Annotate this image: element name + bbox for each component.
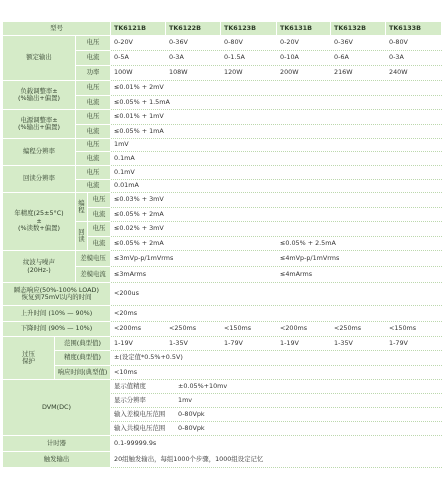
ovp-range-cell: 1-79V [386, 337, 441, 350]
rated-power-cell: 120W [221, 66, 276, 80]
voltage-label: 电压 [88, 193, 110, 207]
rated-power-cell: 240W [386, 66, 441, 80]
row-divider [111, 192, 442, 193]
accuracy-program-current-value: ≤0.05% + 2mA [111, 208, 441, 221]
diff-voltage-label: 差模电压 [76, 251, 110, 266]
readback-resolution-current-value: 0.01mA [111, 180, 441, 192]
rise-time-value: <20ms [111, 306, 441, 321]
row-divider [111, 207, 442, 208]
ripple-current-value: ≤4mArms [277, 267, 441, 282]
ripple-noise-label: 纹波与噪声 (20Hz-) [3, 251, 75, 282]
accuracy-readback-voltage-value: ≤0.02% + 3mV [111, 222, 441, 236]
readback-resolution-label: 回读分辨率 [3, 166, 75, 192]
ovp-response-value: <10ms [111, 366, 441, 379]
row-divider [111, 236, 442, 237]
timer-value: 0.1-99999.9s [111, 436, 441, 451]
rise-time-label: 上升时间 (10% — 90%) [3, 306, 110, 321]
fall-time-cell: <200ms [111, 322, 165, 336]
load-regulation-current-value: ≤0.05% + 1.5mA [111, 96, 441, 109]
row-divider [111, 80, 442, 81]
voltage-label: 电压 [76, 166, 110, 179]
row-divider [111, 350, 442, 351]
readback-resolution-voltage-value: 0.1mV [111, 166, 441, 179]
rated-power-cell: 216W [331, 66, 385, 80]
row-divider [111, 467, 442, 468]
current-label: 电流 [76, 125, 110, 138]
rated-voltage-cell: 0-20V [277, 36, 330, 50]
row-divider [111, 250, 442, 251]
row-divider [111, 321, 442, 322]
voltage-label: 电压 [88, 222, 110, 236]
rated-current-cell: 0-3A [386, 51, 441, 65]
ovp-range-cell: 1-35V [331, 337, 385, 350]
program-resolution-label: 编程分辨率 [3, 139, 75, 165]
current-label: 电流 [88, 208, 110, 221]
accuracy-readback-current-value: ≤0.05% + 2mA [111, 237, 276, 250]
rated-current-cell: 0-3A [166, 51, 220, 65]
ovp-range-label: 范围(典型值) [55, 337, 110, 350]
trigger-output-label: 触发输出 [3, 452, 110, 467]
row-divider [111, 109, 442, 110]
voltage-label: 电压 [76, 81, 110, 95]
rated-power-cell: 100W [111, 66, 165, 80]
transient-response-label: 瞬态响应(50%-100% LOAD) 恢复到75mV以内的时间 [3, 283, 110, 305]
voltage-label: 电压 [76, 139, 110, 151]
rated-voltage-cell: 0-36V [166, 36, 220, 50]
fall-time-cell: <150ms [386, 322, 441, 336]
model-header-cell: TK6132B [331, 22, 385, 35]
row-divider [111, 138, 442, 139]
row-divider [111, 365, 442, 366]
fall-time-cell: <250ms [331, 322, 385, 336]
ripple-voltage-value: ≤3mVp-p/1mVrms [111, 251, 276, 266]
ovp-label: 过压 保护 [3, 337, 54, 379]
row-divider [111, 65, 442, 66]
row-divider [111, 379, 442, 380]
accuracy-program-voltage-value: ≤0.03% + 3mV [111, 193, 441, 207]
diff-current-label: 差模电流 [76, 267, 110, 282]
rated-current-cell: 0-10A [277, 51, 330, 65]
line-regulation-label: 电源调整率± (%输出+偏置) [3, 110, 75, 138]
fall-time-cell: <250ms [166, 322, 220, 336]
row-divider [111, 50, 442, 51]
row-divider [111, 305, 442, 306]
rated-current-cell: 0-1.5A [221, 51, 276, 65]
dvm-row-label: 显示值精度 [111, 380, 174, 393]
rated-current-cell: 0-6A [331, 51, 385, 65]
dvm-row-label: 输入差模电压范围 [111, 408, 174, 421]
row-divider [111, 266, 442, 267]
load-regulation-label: 负载调整率± (%输出+偏置) [3, 81, 75, 109]
row-divider [111, 336, 442, 337]
readback-group-label: 回 读 [76, 222, 87, 250]
dvm-row-label: 显示分辨率 [111, 394, 174, 407]
program-group-label: 编 程 [76, 193, 87, 221]
rated-voltage-cell: 0-36V [331, 36, 385, 50]
power-label: 功率 [76, 66, 110, 80]
timer-label: 计时器 [3, 436, 110, 451]
dvm-row-value: 0-80Vpk [175, 408, 441, 421]
rated-voltage-cell: 0-20V [111, 36, 165, 50]
row-divider [111, 124, 442, 125]
row-divider [111, 221, 442, 222]
row-divider [111, 151, 442, 152]
current-label: 电流 [76, 96, 110, 109]
line-regulation-current-value: ≤0.05% + 1mA [111, 125, 441, 138]
ovp-range-cell: 1-35V [166, 337, 220, 350]
rated-voltage-cell: 0-80V [221, 36, 276, 50]
row-divider [111, 179, 442, 180]
ovp-range-cell: 1-79V [221, 337, 276, 350]
ovp-accuracy-label: 精度(典型值) [55, 351, 110, 365]
line-regulation-voltage-value: ≤0.01% + 1mV [111, 110, 441, 124]
row-divider [111, 95, 442, 96]
ripple-voltage-value: ≤4mVp-p/1mVrms [277, 251, 441, 266]
program-resolution-current-value: 0.1mA [111, 152, 441, 165]
ovp-range-cell: 1-19V [111, 337, 165, 350]
dvm-row-value: 0-80Vpk [175, 422, 441, 435]
fall-time-cell: <150ms [221, 322, 276, 336]
current-label: 电流 [76, 180, 110, 192]
transient-response-value: <200us [111, 283, 441, 305]
rated-output-label: 额定输出 [3, 36, 75, 80]
program-resolution-voltage-value: 1mV [111, 139, 441, 151]
voltage-label: 电压 [76, 36, 110, 50]
ovp-range-cell: 1-19V [277, 337, 330, 350]
voltage-label: 电压 [76, 110, 110, 124]
ripple-current-value: ≤3mArms [111, 267, 276, 282]
ovp-accuracy-value: ±(设定值*0.5%+0.5V) [111, 351, 441, 365]
row-divider [111, 165, 442, 166]
model-header-label: 型号 [3, 22, 110, 35]
rated-power-cell: 108W [166, 66, 220, 80]
rated-voltage-cell: 0-80V [386, 36, 441, 50]
row-divider [111, 282, 442, 283]
dvm-row-label: 输入共模电压范围 [111, 422, 174, 435]
model-header-cell: TK6133B [386, 22, 441, 35]
fall-time-cell: <200ms [277, 322, 330, 336]
current-label: 电流 [88, 237, 110, 250]
model-header-cell: TK6121B [111, 22, 165, 35]
current-label: 电流 [76, 51, 110, 65]
accuracy-readback-current-value: ≤0.05% + 2.5mA [277, 237, 441, 250]
rated-current-cell: 0-5A [111, 51, 165, 65]
dvm-row-value: ±0.05%+10mv [175, 380, 441, 393]
fall-time-label: 下降时间 (90% — 10%) [3, 322, 110, 336]
dvm-row-value: 1mv [175, 394, 441, 407]
current-label: 电流 [76, 152, 110, 165]
model-header-cell: TK6131B [277, 22, 330, 35]
model-header-cell: TK6122B [166, 22, 220, 35]
model-header-cell: TK6123B [221, 22, 276, 35]
ovp-response-label: 响应时间(典型值) [55, 366, 110, 379]
load-regulation-voltage-value: ≤0.01% + 2mV [111, 81, 441, 95]
annual-accuracy-label: 年精度(25±5°C) ± (%读数+偏置) [3, 193, 75, 250]
trigger-output-value: 20组触发输出，每组1000个步骤，1000组设定记忆 [111, 452, 441, 467]
rated-power-cell: 200W [277, 66, 330, 80]
dvm-label: DVM(DC) [3, 380, 110, 435]
